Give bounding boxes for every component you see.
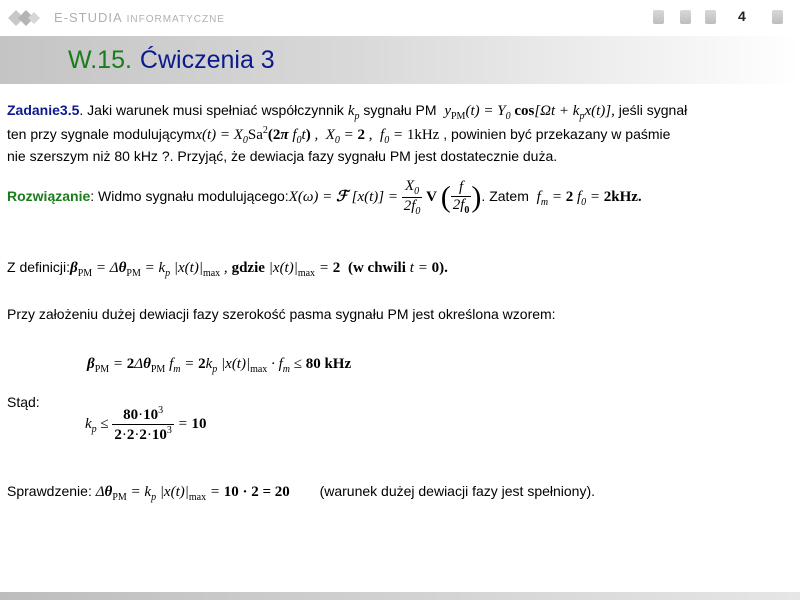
solution-text: : Widmo sygnału modulującego:: [90, 187, 289, 204]
formula-check: $\Delta\theta_{PM} = k_p$ $|x(t)|_{max} = 10 \cdot 2 = 20$: [95, 484, 290, 503]
nav-square: [705, 10, 716, 24]
definition-text: Z definicji:: [7, 259, 71, 275]
formula-bandwidth: $\beta_{PM} = 2\Delta\theta_{PM}$ $f_m = 2k_p$ $|x(t)|_{max} \cdot f_m \le 80$ kHz: [87, 356, 352, 375]
task-text: ten przy sygnale modulującym: [7, 126, 196, 142]
hence-text: Stąd:: [7, 394, 40, 410]
bandwidth-formula: [87, 355, 351, 375]
formula-t0: t = 0).: [409, 260, 448, 276]
formula-kp: $k_p$: [347, 103, 360, 122]
footer-bar: [0, 592, 800, 600]
slide-title: [68, 46, 275, 75]
kp-formula: [85, 405, 207, 444]
title-text: Ćwiczenia 3: [139, 46, 275, 74]
task-line-2: [7, 125, 670, 146]
definition-line: [7, 259, 448, 279]
section-number: W.15.: [68, 46, 132, 74]
task-line-3: nie szerszym niż 80 kHz ?. Przyjąć, że dewiacja fazy sygnału PM jest dostatecznie duża.: [7, 148, 558, 164]
formula-kp-result: $k_p$ ≤ $\frac{80\cdot 10^3}{2\cdot 2\cdot 2\cdot 10^3}$ = 10: [85, 405, 207, 443]
formula-spectrum: X(ω) = ℱ [x(t)] = $\frac{X_0}{2f_0}$ V ( $\frac{f}{2f_0}$ ): [288, 178, 482, 217]
brand-main: E-STUDIA: [54, 10, 122, 25]
nav-square: [680, 10, 691, 24]
task-text: , powinien być przekazany w paśmie: [443, 126, 671, 142]
task-text: jeśli sygnał: [618, 102, 688, 118]
brand-sub: INFORMATYCZNE: [126, 14, 225, 25]
formula-xt: $x(t) = X_0Sa^2(2\pi$ $f_0t$) , $X_0 = 2$ , $f_0 = 1kHz$: [195, 125, 440, 146]
check-line: [7, 483, 595, 503]
bandwidth-text: Przy założeniu dużej dewiacji fazy szerokość pasma sygnału PM jest określona wzorem:: [7, 306, 556, 322]
solution-label: Rozwiązanie: [7, 187, 91, 204]
formula-ypm: $y_{PM}(t) = Y_0$ $\cos[\Omega t + k_px(t)]$,: [444, 103, 615, 122]
nav-square: [653, 10, 664, 24]
page-number: 4: [738, 8, 746, 24]
formula-xmax: $|x(t)|_{max} = 2$: [268, 260, 341, 279]
formula-fm: $f_m = 2$ $f_0 = 2kHz$.: [536, 188, 642, 208]
nav-square: [772, 10, 783, 24]
check-text: (warunek dużej dewiacji fazy jest spełniony).: [319, 483, 596, 499]
logo-icon: [6, 5, 42, 31]
brand-name: [54, 10, 225, 25]
header-bar: [0, 0, 800, 36]
task-text: sygnału PM: [363, 102, 437, 118]
task-line-1: [7, 102, 687, 122]
solution-text: . Zatem: [481, 187, 529, 204]
formula-beta: $\beta_{PM} = \Delta\theta_{PM} = k_p$ $|x(t)|_{max}$ ,: [70, 260, 228, 279]
task-label: Zadanie3.5: [7, 102, 80, 118]
definition-text: (w chwili: [347, 260, 406, 276]
solution-line: [7, 178, 642, 217]
task-text: . Jaki warunek musi spełniać współczynnik: [79, 102, 344, 118]
check-text: Sprawdzenie:: [7, 483, 92, 499]
definition-text: gdzie: [231, 260, 265, 276]
